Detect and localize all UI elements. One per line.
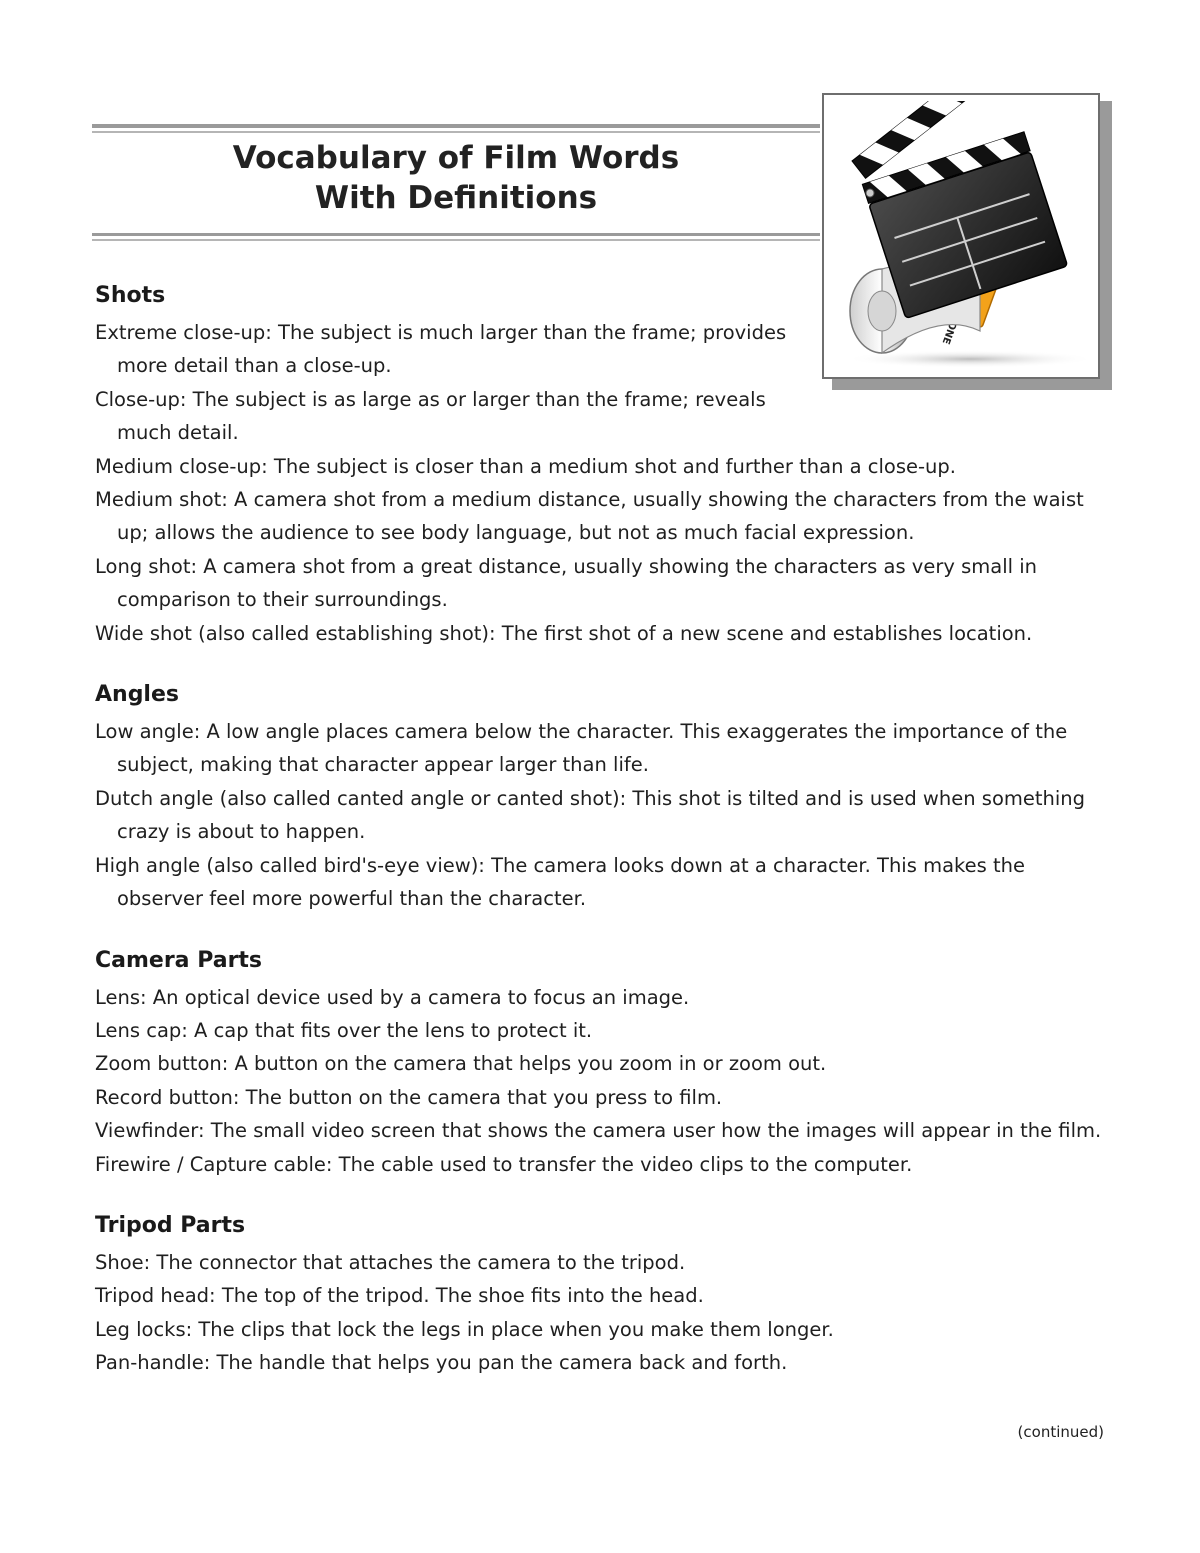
definition-entry: Low angle: A low angle places camera below the character. This exaggerates the importance of the subject, making that character appear larger than life. bbox=[95, 720, 1068, 777]
definition-entry: Viewfinder: The small video screen that shows the camera user how the images will appear in the film. bbox=[95, 1119, 1102, 1143]
definition-entry: Lens: An optical device used by a camera to focus an image. bbox=[95, 985, 690, 1009]
section-angles bbox=[95, 679, 1115, 915]
title-rule-top-thin bbox=[92, 131, 820, 133]
definition-entry: Leg locks: The clips that lock the legs in place when you make them longer. bbox=[95, 1317, 834, 1341]
definition-entry: Extreme close-up: The subject is much larger than the frame; provides more detail than a close-up. bbox=[95, 321, 787, 378]
definition-entry: High angle (also called bird's-eye view): The camera looks down at a character. This makes the observer feel more powerful than the character. bbox=[95, 853, 1025, 911]
title-rule-top bbox=[92, 124, 820, 128]
definition-entry: Long shot: A camera shot from a great distance, usually showing the characters as very small in comparison to their surroundings. bbox=[95, 554, 1038, 612]
continued-note: (continued) bbox=[1017, 1423, 1104, 1441]
title-line-1: Vocabulary of Film Words bbox=[232, 140, 680, 176]
title-rule-bottom-thin bbox=[92, 239, 820, 241]
definition-entry: Close-up: The subject is as large as or larger than the frame; reveals much detail. bbox=[95, 387, 766, 445]
definition-entry: Record button: The button on the camera that you press to film. bbox=[95, 1085, 723, 1109]
section-shots bbox=[95, 280, 1115, 650]
definition-entry: Lens cap: A cap that fits over the lens to protect it. bbox=[95, 1018, 593, 1042]
section-heading: Camera Parts bbox=[95, 947, 263, 973]
vocabulary-content bbox=[95, 280, 1115, 1409]
definition-entry: Medium shot: A camera shot from a medium distance, usually showing the characters from the waist up; allows the audience to see body language, but not as much facial expression. bbox=[95, 488, 1084, 545]
definition-entry: Pan-handle: The handle that helps you pan the camera back and forth. bbox=[95, 1351, 788, 1375]
section-heading: Angles bbox=[95, 682, 179, 708]
section-camera-parts bbox=[95, 945, 1115, 1181]
definition-entry: Medium close-up: The subject is closer than a medium shot and further than a close-up. bbox=[95, 454, 956, 478]
section-heading: Shots bbox=[95, 283, 166, 308]
section-tripod-parts bbox=[95, 1210, 1115, 1380]
definition-entry: Wide shot (also called establishing shot): The first shot of a new scene and establishes location. bbox=[95, 621, 1033, 645]
title-rule-bottom bbox=[92, 233, 820, 236]
section-heading: Tripod Parts bbox=[95, 1212, 246, 1238]
page-title bbox=[92, 138, 820, 218]
definition-entry: Tripod head: The top of the tripod. The shoe fits into the head. bbox=[95, 1284, 704, 1308]
definition-entry: Zoom button: A button on the camera that helps you zoom in or zoom out. bbox=[95, 1052, 827, 1076]
definition-entry: Dutch angle (also called canted angle or canted shot): This shot is tilted and is used when something crazy is about to happen. bbox=[95, 786, 1086, 844]
title-line-2: With Definitions bbox=[314, 180, 598, 216]
definition-entry: Firewire / Capture cable: The cable used to transfer the video clips to the computer. bbox=[95, 1152, 913, 1176]
definition-entry: Shoe: The connector that attaches the camera to the tripod. bbox=[95, 1250, 686, 1274]
